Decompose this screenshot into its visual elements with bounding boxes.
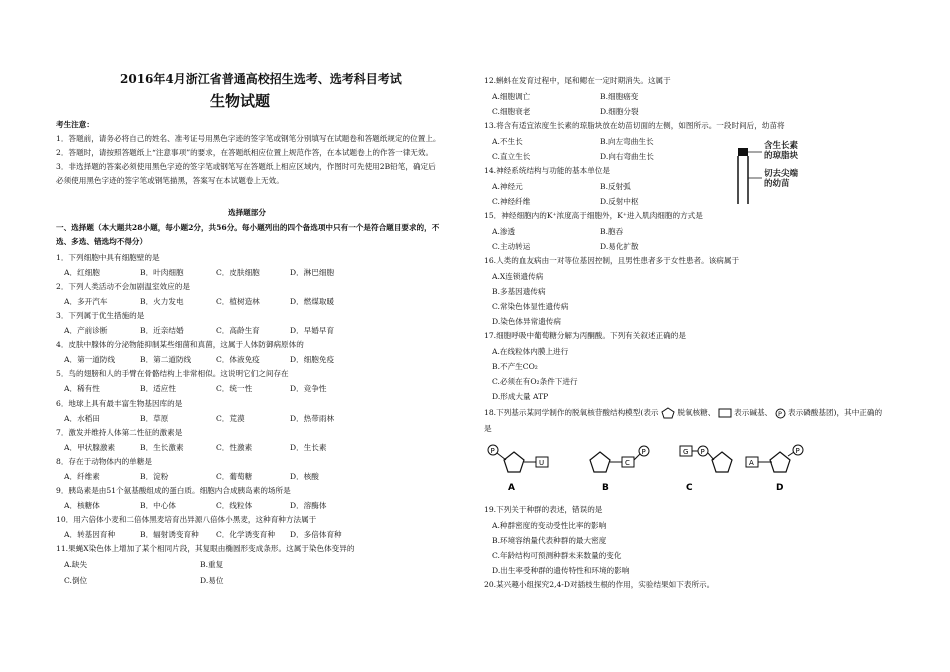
figure-label: A [508, 483, 515, 493]
question-stem: 12.蝌蚪在发育过程中，尾和鳃在一定时期消失。这属于 [484, 76, 671, 85]
option: D.染色体异常遗传病 [492, 317, 561, 326]
option: B.多基因遗传病 [492, 287, 546, 296]
option: D．多倍体育种 [290, 529, 342, 539]
notice-item: 3．非选择题的答案必须使用黑色字迹的签字笔或钢笔写在答题纸上相应区域内，作图时可先使用2B铅笔，确定后 [56, 162, 436, 171]
option: B．火力发电 [140, 297, 184, 307]
question-stem: 13.将含有适宜浓度生长素的琼脂块放在幼苗切面的左侧，如图所示。一段时间后，幼苗将 [484, 121, 785, 130]
option: C.倒位 [64, 576, 88, 585]
option: C.主动转运 [492, 242, 531, 251]
option: A.不生长 [492, 137, 523, 146]
option: D．细胞免疫 [290, 355, 335, 365]
svg-text:P: P [641, 448, 646, 456]
option: D.易化扩散 [600, 242, 639, 251]
option: D．溶酶体 [290, 500, 327, 510]
svg-text:P: P [795, 447, 800, 455]
option: A．产前诊断 [64, 326, 108, 336]
option: D．竞争性 [290, 384, 327, 394]
option: A．多开汽车 [64, 297, 108, 307]
option: C.直立生长 [492, 152, 531, 161]
question-stem: 20.某兴趣小组探究2,4-D对插枝生根的作用，实验结果如下表所示。 [484, 580, 715, 589]
question-stem: 是 [484, 424, 492, 433]
question-stem: 11.果蝇X染色体上增加了某个相同片段，其复眼由椭圆形变成条形。这属于染色体变异的 [56, 544, 355, 553]
option: C.必须在有O₂条件下进行 [492, 377, 578, 386]
figure-label: 切去尖端 [764, 169, 799, 179]
question-stem: 5．鸟的翅膀和人的手臂在骨骼结构上非常相似。这说明它们之间存在 [56, 369, 289, 379]
svg-text:P: P [700, 448, 705, 456]
option: A．红细胞 [64, 268, 100, 277]
notice-item: 必须使用黑色字迹的签字笔或钢笔描黑，答案写在本试题卷上无效。 [56, 176, 284, 185]
option: C．统一性 [216, 384, 253, 394]
seedling-figure [732, 138, 852, 208]
svg-text:G: G [683, 448, 689, 456]
option: B．草原 [140, 413, 169, 423]
question-stem: 16.人类的血友病由一对等位基因控制，且男性患者多于女性患者。该病属于 [484, 256, 740, 265]
question-stem: 1．下列细胞中具有细胞壁的是 [56, 253, 160, 262]
option: D．淋巴细胞 [290, 268, 335, 277]
question-stem: 9．胰岛素是由51个氨基酸组成的蛋白质。细胞内合成胰岛素的场所是 [56, 485, 291, 495]
figure-label: B [602, 483, 609, 493]
figure-label: 的幼苗 [764, 179, 790, 189]
option: A．转基因育种 [64, 529, 116, 539]
option: D.反射中枢 [600, 197, 639, 206]
question-stem: 10．用六倍体小麦和二倍体黑麦培育出异源八倍体小黑麦，这种育种方法属于 [56, 514, 317, 524]
option: A.种群密度的变动受性比率的影响 [492, 521, 607, 530]
option: A．第一道防线 [64, 355, 116, 365]
option: B.重复 [200, 560, 224, 569]
stem-text: 18.下列基示某同学制作的脱氧核苷酸结构模型(表示 [484, 408, 659, 417]
option: A．核糖体 [64, 500, 100, 510]
svg-text:C: C [625, 459, 630, 467]
question-stem: 8．存在于动物体内的单糖是 [56, 456, 152, 466]
model-b [590, 446, 649, 493]
stem-text: 脱氧核糖、 [677, 408, 716, 417]
option: D.出生率受种群的遗传特性和环境的影响 [492, 566, 630, 575]
question-stem: 19.下列关于种群的表述，错误的是 [484, 505, 603, 514]
option: B．第二道防线 [140, 355, 192, 365]
option: D．核酸 [290, 471, 319, 481]
option: B．生长激素 [140, 442, 184, 452]
pentagon-icon [661, 407, 675, 419]
option: A．甲状腺激素 [64, 442, 116, 452]
option: C．葡萄糖 [216, 471, 253, 481]
option: C．高龄生育 [216, 326, 260, 336]
svg-text:P: P [777, 409, 782, 418]
option: A.缺失 [64, 560, 88, 569]
figure-label: 含生长素 [764, 141, 799, 151]
option: B．叶肉细胞 [140, 268, 184, 277]
notice-item: 1．答题前，请务必将自己的姓名、准考证号用黑色字迹的签字笔或钢笔分别填写在试题卷和答题纸规定的位置上。 [56, 134, 441, 143]
rectangle-icon [718, 408, 732, 418]
option: C．植树造林 [216, 297, 260, 307]
figure-label: 的琼脂块 [764, 151, 799, 161]
option: D.细胞分裂 [600, 107, 639, 116]
option: B.不产生CO₂ [492, 362, 538, 371]
svg-text:P: P [490, 447, 495, 455]
option: A.在线粒体内膜上进行 [492, 347, 569, 356]
option: C．皮肤细胞 [216, 268, 260, 277]
option: B.环境容纳量代表种群的最大密度 [492, 536, 607, 545]
option: C.年龄结构可预测种群未来数量的变化 [492, 551, 622, 560]
option: A．纤维素 [64, 471, 100, 481]
option: B．近亲结婚 [140, 326, 184, 336]
option: A．稀有性 [64, 384, 100, 394]
question-stem: 14.神经系统结构与功能的基本单位是 [484, 166, 610, 175]
phosphate-circle-icon [775, 408, 786, 419]
option: B.向左弯曲生长 [600, 137, 654, 146]
question-stem: 6．地球上具有最丰富生物基因库的是 [56, 398, 183, 408]
subject-title: 生物试题 [210, 92, 271, 110]
option: C.细胞衰老 [492, 107, 531, 116]
stem-text: 表示碱基、 [734, 408, 773, 417]
option: B.细胞癌变 [600, 92, 639, 101]
option: D.向右弯曲生长 [600, 152, 654, 161]
option: A．水稻田 [64, 413, 100, 423]
option: D．早婚早育 [290, 326, 335, 336]
option: D.易位 [200, 576, 224, 585]
option: D.形成大量 ATP [492, 392, 549, 401]
seedling-stem [738, 156, 748, 204]
stem-text: 表示磷酸基团)，其中正确的 [787, 408, 883, 417]
option: B．辐射诱变育种 [140, 529, 199, 539]
option: B.胞吞 [600, 227, 624, 236]
section-instruction: 选、多选、错选均不得分） [56, 237, 148, 246]
agar-block [738, 148, 748, 156]
model-c [680, 446, 732, 493]
option: C．化学诱变育种 [216, 529, 275, 539]
option: B．适应性 [140, 384, 176, 394]
option: A.神经元 [492, 182, 523, 191]
part-title: 选择题部分 [228, 208, 266, 217]
option: C．体液免疫 [216, 355, 260, 365]
option: B．淀粉 [140, 471, 169, 481]
notice-heading: 考生注意： [56, 120, 94, 129]
option: D．热带雨林 [290, 413, 335, 423]
notice-item: 2．答题时，请按照答题纸上“注意事项”的要求，在答题纸相应位置上规范作答，在本试题卷上的作答一律无效。 [56, 148, 434, 157]
exam-title: 2016年4月浙江省普通高校招生选考、选考科目考试 [120, 72, 402, 86]
question-stem: 17.细胞呼吸中葡萄糖分解为丙酮酸。下列有关叙述正确的是 [484, 331, 686, 340]
question-stem: 15．神经细胞内的K⁺浓度高于细胞外，K⁺进入肌肉细胞的方式是 [484, 211, 703, 220]
svg-text:A: A [749, 459, 754, 467]
option: D．燃煤取暖 [290, 297, 335, 307]
option: B.反射弧 [600, 182, 631, 191]
model-d [746, 445, 803, 493]
option: C．性激素 [216, 442, 253, 452]
option: C.神经纤维 [492, 197, 531, 206]
figure-label: D [776, 483, 784, 493]
question-stem: 7．激发并维持人体第二性征的激素是 [56, 427, 183, 437]
nucleotide-models [484, 438, 924, 500]
section-instruction: 一、选择题（本大题共28小题，每小题2分，共56分。每小题列出的四个备选项中只有一个是符合题目要求的，不 [56, 223, 440, 232]
option: D．生长素 [290, 442, 327, 452]
question-stem-18 [484, 406, 882, 420]
option: B．中心体 [140, 500, 176, 510]
question-stem: 4．皮肤中腺体的分泌物能抑制某些细菌和真菌，这属于人体防御病原体的 [56, 340, 304, 350]
option: A.X连锁遗传病 [492, 272, 544, 281]
option: A.细胞调亡 [492, 92, 531, 101]
figure-label: C [686, 483, 693, 493]
question-stem: 3．下列属于优生措施的是 [56, 311, 145, 321]
question-stem: 2．下列人类活动不会加剧温室效应的是 [56, 282, 190, 292]
option: C．荒漠 [216, 413, 245, 423]
option: A.渗透 [492, 227, 516, 236]
model-a [488, 445, 548, 493]
svg-text:U: U [539, 459, 545, 467]
option: C.常染色体显性遗传病 [492, 302, 569, 311]
option: C．线粒体 [216, 500, 253, 510]
